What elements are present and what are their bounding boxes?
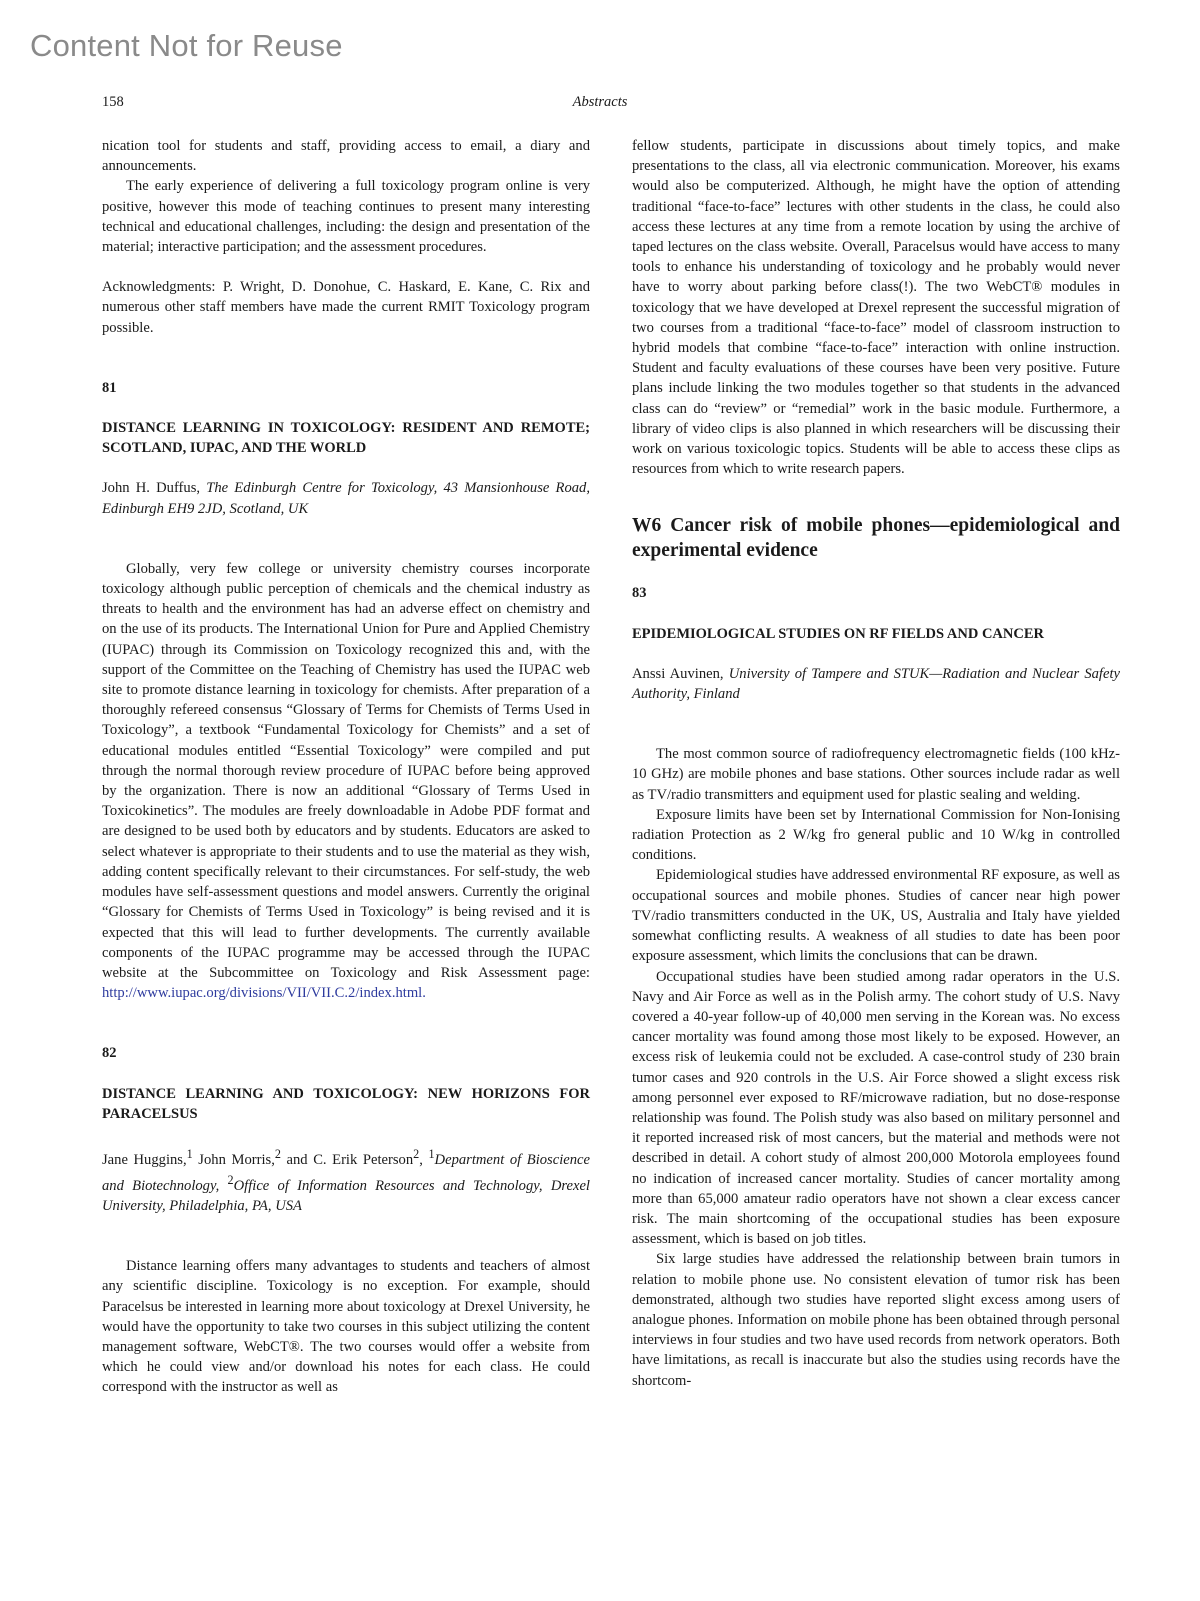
abstract-83-paragraph-2: Exposure limits have been set by International Commission for Non-Ionising radiation Protection as 2 W/kg fro general public and 10 W/kg in controlled conditions. — [632, 806, 1120, 864]
abstract-83-paragraph-1: The most common source of radiofrequency electromagnetic fields (100 kHz-10 GHz) are mobile phones and base stations. Other sources include radar as well as TV/radio transmitters and equipment used for plastic sealing and welding. — [632, 746, 1120, 803]
abstract-title-83: EPIDEMIOLOGICAL STUDIES ON RF FIELDS AND CANCER — [632, 625, 1044, 642]
abstract-number-82: 82 — [102, 1045, 117, 1062]
abstract-body-81-text: Globally, very few college or university chemistry courses incorporate toxicology although public perception of chemicals and the chemical industry as threats to health and the environment has had an adverse effect on chemistry and on the use of its products. The International Union for Pure and Applied Chemistry (IUPAC) through its Commission on Toxicology recognized this and, with the support of the Committee on the Teaching of Chemistry has used the IUPAC web site to promote distance learning in toxicology for chemists. After preparation of a thoroughly refereed consensus “Glossary of Terms for Chemists of Terms Used in Toxicology”, a textbook “Fundamental Toxicology for Chemists” and a set of educational modules entitled “Essential Toxicology” were compiled and put through the normal thorough review procedure of IUPAC before being approved by the organization. There is now an additional “Glossary of Terms Used in Toxicokinetics”. The modules are freely downloadable in Adobe PDF format and are designed to be used both by educators and by students. Educators are asked to select whatever is appropriate to their students and to use the material as they wish, adding content specifically relevant to their circumstances. For self-study, the web modules have self-assessment questions and model answers. Currently the original “Glossary for Chemists of Terms Used in Toxicology” is being revised and it is expected that this will lead to further developments. The currently available components of the IUPAC programme may be accessed through the IUPAC website at the Subcommittee on Toxicology and Risk Assessment page: — [102, 560, 590, 981]
author-name: Anssi Auvinen, — [632, 665, 724, 682]
author-1: Jane Huggins, — [102, 1151, 187, 1168]
superscript: 2 — [274, 1146, 281, 1161]
left-column — [102, 136, 590, 1398]
abstract-authors-81 — [102, 478, 590, 518]
abstract-number-83: 83 — [632, 585, 647, 602]
superscript: 2 — [227, 1172, 234, 1187]
affiliation-1: Department of Bioscience and Biotechnology, — [102, 1151, 590, 1194]
separator: , — [419, 1151, 429, 1168]
page-number: 158 — [102, 94, 124, 110]
watermark: Content Not for Reuse — [30, 28, 343, 63]
iupac-link[interactable]: http://www.iupac.org/divisions/VII/VII.C.2/index.html. — [102, 985, 426, 1002]
superscript: 1 — [186, 1146, 193, 1161]
author-2: John Morris, — [192, 1151, 275, 1168]
continued-paragraph-2: The early experience of delivering a full toxicology program online is very positive, however this mode of teaching continues to present many interesting technical and educational challenges, including: the design and presentation of the material; interactive participation; and the assessment procedures. — [102, 178, 590, 256]
author-3: and C. Erik Peterson — [280, 1151, 414, 1168]
abstract-body-82: Distance learning offers many advantages to students and teachers of almost any scientific discipline. Toxicology is no exception. For example, should Paracelsus be interested in learning more about toxicology at Drexel University, he would have the opportunity to take two courses in this subject utilizing the content management software, WebCT®. The two courses would offer a website from which he could view and/or download his notes for each class. He could correspond with the instructor as well as — [102, 1258, 590, 1396]
journal-title: Abstracts — [572, 94, 628, 110]
abstract-body-81 — [102, 559, 590, 1003]
superscript: 1 — [428, 1146, 435, 1161]
continued-paragraph: nication tool for students and staff, providing access to email, a diary and announcements. — [102, 138, 590, 175]
author-affiliation: University of Tampere and STUK—Radiation and Nuclear Safety Authority, Finland — [632, 665, 1120, 703]
superscript: 2 — [413, 1146, 420, 1161]
author-name: John H. Duffus, — [102, 480, 201, 497]
abstract-title-81: DISTANCE LEARNING IN TOXICOLOGY: RESIDENT AND REMOTE; SCOTLAND, IUPAC, AND THE WORLD — [102, 420, 590, 457]
right-column — [632, 136, 1120, 1391]
abstract-authors-82 — [102, 1144, 590, 1216]
affiliation-2: Office of Information Resources and Technology, Drexel University, Philadelphia, PA, USA — [102, 1177, 590, 1215]
abstract-title-82: DISTANCE LEARNING AND TOXICOLOGY: NEW HORIZONS FOR PARACELSUS — [102, 1085, 590, 1122]
acknowledgments: Acknowledgments: P. Wright, D. Donohue, C. Haskard, E. Kane, C. Rix and numerous other staff members have made the current RMIT Toxicology program possible. — [102, 279, 590, 336]
abstract-83-paragraph-3: Epidemiological studies have addressed environmental RF exposure, as well as occupational sources and mobile phones. Studies of cancer near high power TV/radio transmitters conducted in the UK, US, Australia and Italy have yielded somewhat conflicting results. A weakness of all studies to date has been poor exposure assessment, which limits the conclusions that can be drawn. — [632, 867, 1120, 965]
abstract-83-paragraph-4: Occupational studies have been studied among radar operators in the U.S. Navy and Air Force as well as in the Polish army. The cohort study of U.S. Navy covered a 40-year follow-up of 40,000 men serving in the Korean was. No excess cancer mortality was found among those most likely to be exposed. However, an excess risk of leukemia could not be excluded. A case-control study of 230 brain tumor cases and 920 controls in the U.S. Air Force showed a slight excess risk among personnel ever exposed to RF/microwave radiation, but no dose-response relationship was found. The Polish study was also based on military personnel and it reported increased risk of most cancers, but the material and methods were not described in detail. A cohort study of almost 200,000 Motorola employees found no indication of increased cancer mortality. Studies of cancer mortality among more than 65,000 amateur radio operators have not shown a clear excess cancer risk. The main shortcoming of the occupational studies has been exposure assessment, which is based on job titles. — [632, 968, 1120, 1248]
continued-abstract-82: fellow students, participate in discussions about timely topics, and make presentations to the class, all via electronic communication. Moreover, his exams would also be computerized. Although, he might have the option of attending traditional “face-to-face” lectures with other students in the class, he could also access these lectures at any time from a remote location by using the archive of taped lectures on the class website. Overall, Paracelsus would have access to many tools to enhance his understanding of toxicology and he probably would never have to worry about parking before class(!). The two WebCT® modules in toxicology that we have developed at Drexel represent the successful migration of two courses from a traditional “face-to-face” model of classroom instruction to hybrid models that combine “face-to-face” interaction with online instruction. Student and faculty evaluations of these courses have been very positive. Future plans include linking the two modules together so that students in the advanced class can do “review” or “remedial” work in the basic module. Furthermore, a library of video clips is also planned in which researchers will be discussing their work on various toxicologic topics. Students will be able to access these clips as resources from which to write research papers. — [632, 138, 1120, 478]
author-affiliation: The Edinburgh Centre for Toxicology, 43 Mansionhouse Road, Edinburgh EH9 2JD, Scotland, UK — [102, 480, 590, 517]
running-head — [102, 94, 1098, 114]
session-heading: W6 Cancer risk of mobile phones—epidemiological and experimental evidence — [632, 515, 1120, 562]
abstract-83-paragraph-5: Six large studies have addressed the relationship between brain tumors in relation to mobile phone use. No consistent elevation of tumor risk has been demonstrated, although two studies have reported slight excess among users of analogue phones. Information on mobile phone has been obtained through personal interviews in four studies and two have used records from network operators. Both have limitations, as recall is inaccurate but also the studies using records have the shortcom- — [632, 1251, 1120, 1389]
abstract-number-81: 81 — [102, 379, 117, 396]
abstract-authors-83 — [632, 664, 1120, 704]
